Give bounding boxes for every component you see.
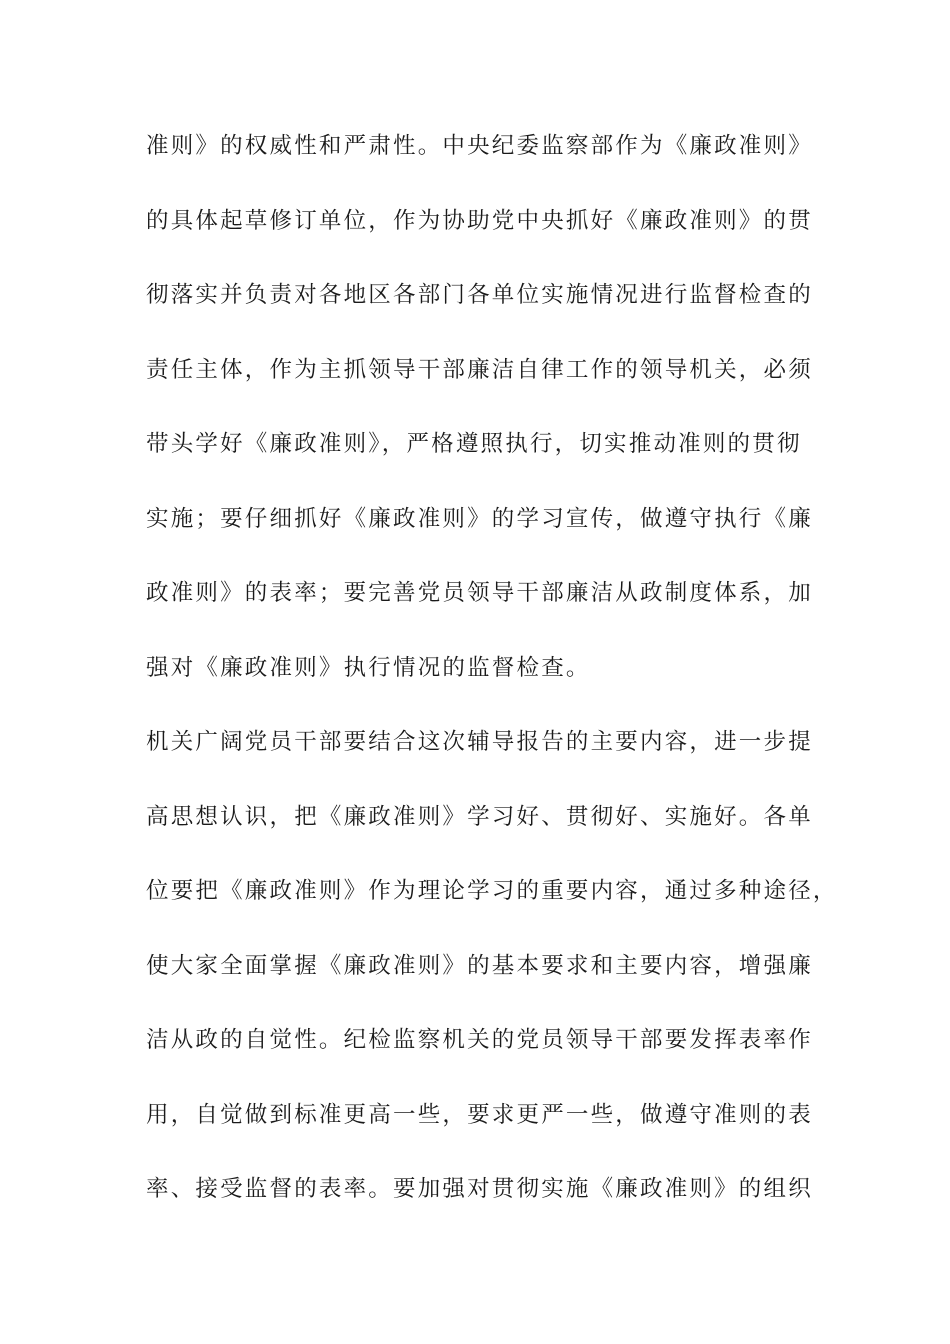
body-text bbox=[146, 122, 838, 1240]
text-line: 用，自觉做到标准更高一些，要求更严一些，做遵守准则的表 bbox=[146, 1101, 813, 1128]
text-line: 带头学好《廉政准则》，严格遵照执行，切实推动准则的贯彻 bbox=[146, 431, 802, 457]
text-line: 准则》的权威性和严肃性。中央纪委监察部作为《廉政准则》 bbox=[146, 133, 813, 159]
text-line: 高思想认识，把《廉政准则》学习好、贯彻好、实施好。各单 bbox=[146, 803, 813, 830]
text-line: 强对《廉政准则》执行情况的监督检查。 bbox=[146, 654, 591, 681]
text-line: 实施；要仔细抓好《廉政准则》的学习宣传，做遵守执行《廉 bbox=[146, 505, 813, 532]
text-line: 率、接受监督的表率。要加强对贯彻实施《廉政准则》的组织 bbox=[146, 1176, 813, 1202]
text-line: 使大家全面掌握《廉政准则》的基本要求和主要内容，增强廉 bbox=[146, 952, 813, 979]
text-line: 的具体起草修订单位，作为协助党中央抓好《廉政准则》的贯 bbox=[146, 207, 813, 234]
text-line: 责任主体，作为主抓领导干部廉洁自律工作的领导机关，必须 bbox=[146, 356, 813, 383]
text-line: 彻落实并负责对各地区各部门各单位实施情况进行监督检查的 bbox=[146, 282, 813, 308]
text-line: 洁从政的自觉性。纪检监察机关的党员领导干部要发挥表率作 bbox=[146, 1027, 813, 1053]
text-line: 政准则》的表率；要完善党员领导干部廉洁从政制度体系，加 bbox=[146, 580, 813, 606]
text-line: 机关广阔党员干部要结合这次辅导报告的主要内容，进一步提 bbox=[146, 729, 813, 755]
text-line: 位要把《廉政准则》作为理论学习的重要内容，通过多种途径， bbox=[146, 878, 838, 904]
